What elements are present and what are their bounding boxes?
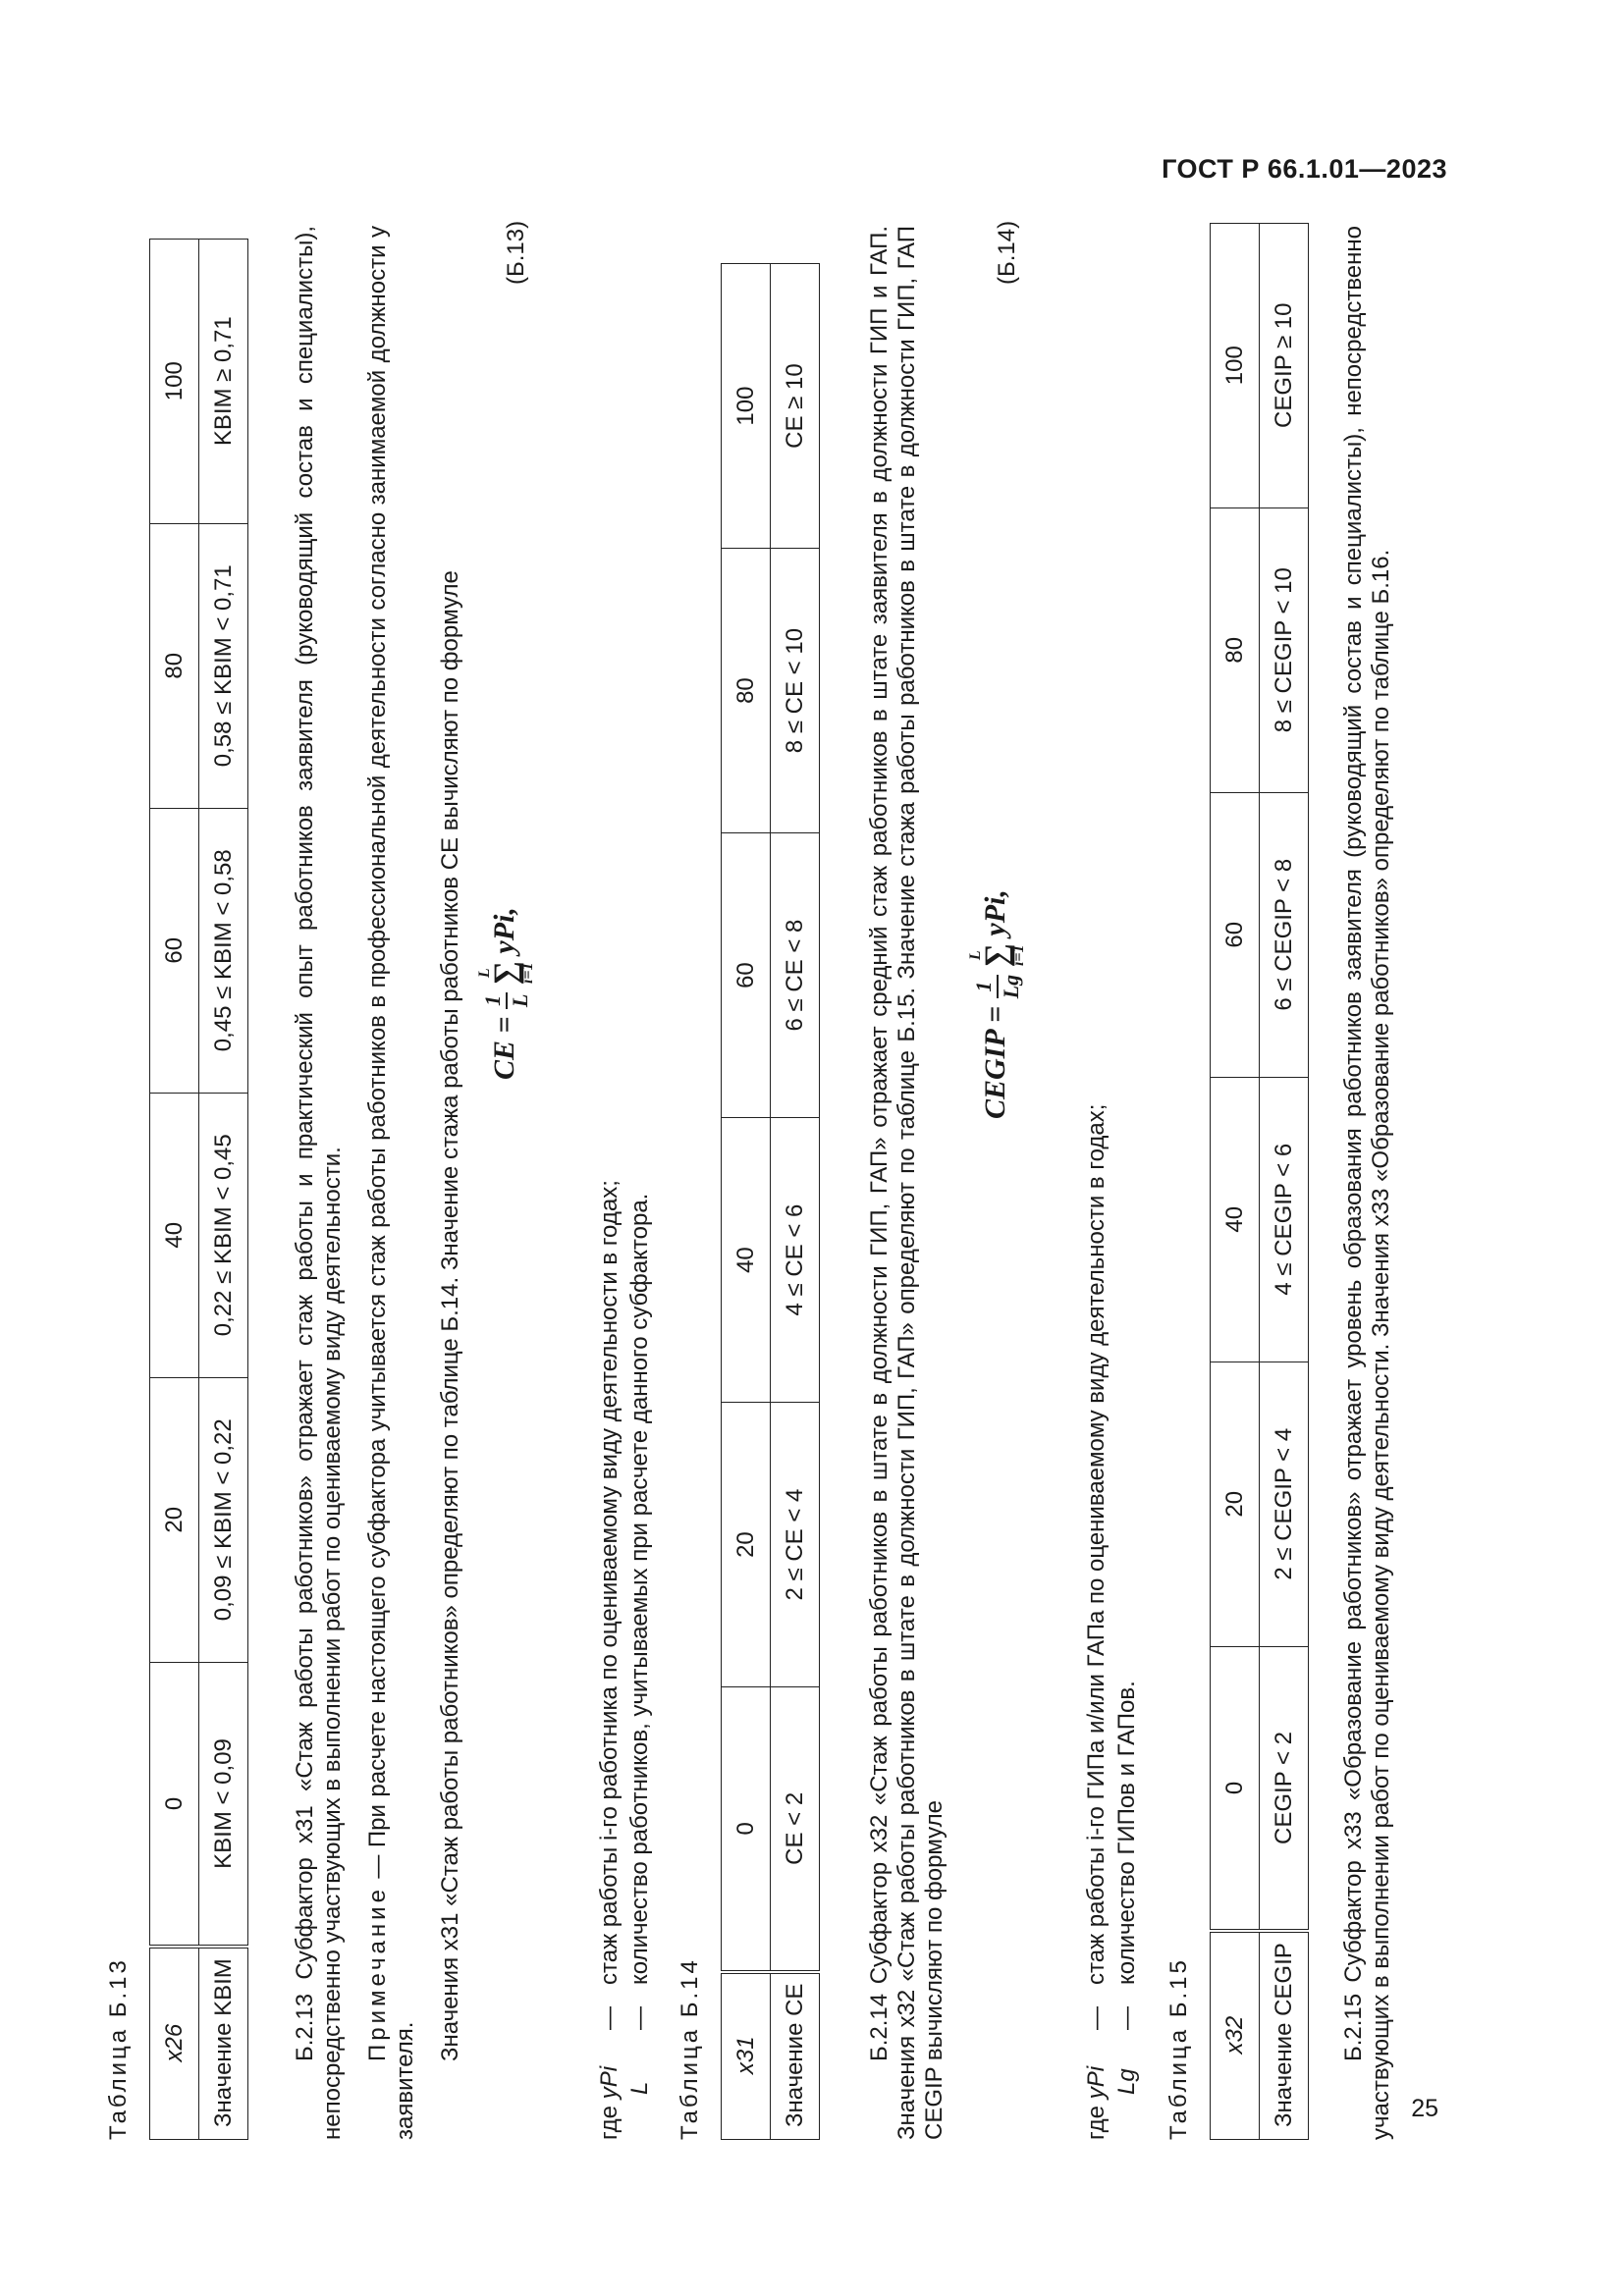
- table-header-cell: Значение CEGIP: [1260, 1931, 1309, 2139]
- table-cell: 40: [722, 1118, 771, 1403]
- definitions-b14: [1081, 1104, 1142, 2140]
- table-cell: CE ≥ 10: [771, 264, 820, 549]
- table-b13-caption: Таблица Б.13: [105, 1957, 132, 2140]
- rotated-content: [105, 88, 1401, 2140]
- table-header-cell: Значение CE: [771, 1972, 820, 2140]
- table-cell: 40: [1211, 1077, 1260, 1362]
- table-cell: 0,45 ≤ KBIM < 0,58: [199, 808, 248, 1093]
- page-number: 25: [1411, 2095, 1438, 2122]
- table-cell: 100: [150, 239, 199, 523]
- table-cell: 20: [1211, 1362, 1260, 1646]
- table-b15: [1210, 223, 1309, 2140]
- table-cell: 8 ≤ CEGIP < 10: [1260, 507, 1309, 792]
- formula-number-b14: (Б.14): [994, 220, 1020, 285]
- table-cell: CEGIP ≥ 10: [1260, 223, 1309, 507]
- definitions-b13: [594, 1180, 655, 2140]
- table-cell: 6 ≤ CE < 8: [771, 833, 820, 1118]
- note-label: Примечание: [364, 1886, 391, 2061]
- table-cell: 60: [1211, 792, 1260, 1077]
- note-text: — При расчете настоящего субфактора учитывается стаж работы работников в профессиональной деятельности согласно занимаемой должности у заявителя.: [364, 226, 418, 2140]
- paragraph-b213-values: Значения x31 «Стаж работы работников» определяют по таблице Б.14. Значение стажа работы работников CE вычисляют по формуле: [437, 570, 463, 2061]
- table-cell: 60: [722, 833, 771, 1118]
- table-cell: 100: [1211, 223, 1260, 507]
- table-row: [1211, 223, 1260, 2139]
- formula-b14: CEGIP = 1 Lg L ∑ i=1 yPi,: [967, 889, 1027, 1119]
- table-header-cell: x32: [1211, 1931, 1260, 2139]
- table-cell: 0: [1211, 1646, 1260, 1931]
- table-cell: 0: [722, 1687, 771, 1972]
- formula-number-b13: (Б.13): [503, 220, 529, 285]
- table-b13: [149, 239, 248, 2140]
- table-cell: CEGIP < 2: [1260, 1646, 1309, 1931]
- table-row: [1260, 223, 1309, 2139]
- table-cell: 0: [150, 1662, 199, 1947]
- table-cell: 60: [150, 808, 199, 1093]
- paragraph-b214: Б.2.14 Субфактор x32 «Стаж работы работников в штате в должности ГИП, ГАП» отражает средний стаж работников в штате заявителя в должности ГИП и ГАП. Значения x32 «Стаж работы работников в штате в должности ГИП, ГАП» определяют по таблице Б.15. Значение стажа работы работников в штате в должности ГИП, ГАП CEGIP вычисляют по формуле: [866, 226, 947, 2140]
- table-cell: 100: [722, 264, 771, 549]
- table-cell: 80: [1211, 507, 1260, 792]
- table-row: [722, 264, 771, 2140]
- table-b15-caption: Таблица Б.15: [1165, 1957, 1192, 2140]
- paragraph-b213: Б.2.13 Субфактор x31 «Стаж работы работников» отражает стаж работы и практический опыт работников заявителя (руководящий состав и специалисты), непосредственно участвующих в выполнении работ по оцениваемому виду деятельности.: [292, 226, 346, 2140]
- table-cell: 0,58 ≤ KBIM < 0,71: [199, 523, 248, 808]
- table-cell: 2 ≤ CE < 4: [771, 1403, 820, 1687]
- document-code: ГОСТ Р 66.1.01—2023: [1162, 154, 1447, 184]
- table-row: [150, 239, 199, 2139]
- formula-b13: CE = 1 L L ∑ i=1 yPi,: [476, 907, 536, 1080]
- table-cell: KBIM < 0,09: [199, 1662, 248, 1947]
- definition-row: где yPi — стаж работы i-го работника по оцениваемому виду деятельности в годах;: [595, 1180, 623, 2140]
- table-cell: 0,22 ≤ KBIM < 0,45: [199, 1093, 248, 1377]
- table-cell: KBIM ≥ 0,71: [199, 239, 248, 523]
- definition-row: где yPi — стаж работы i-го ГИПа и/или ГАПа по оцениваемому виду деятельности в годах;: [1082, 1103, 1110, 2140]
- table-header-cell: Значение KBIM: [199, 1947, 248, 2139]
- table-cell: 6 ≤ CEGIP < 8: [1260, 792, 1309, 1077]
- table-cell: 80: [722, 549, 771, 833]
- table-cell: 40: [150, 1093, 199, 1377]
- note-b213: [364, 226, 419, 2140]
- table-b14: [721, 263, 820, 2140]
- table-header-cell: x26: [150, 1947, 199, 2139]
- table-cell: 80: [150, 523, 199, 808]
- definition-row: Lg — количество ГИПов и ГАПов.: [1112, 1681, 1140, 2095]
- table-header-cell: x31: [722, 1972, 771, 2140]
- table-row: [771, 264, 820, 2140]
- table-cell: 4 ≤ CEGIP < 6: [1260, 1077, 1309, 1362]
- definition-row: L — количество работников, учитываемых при расчете данного субфактора.: [625, 1193, 653, 2095]
- table-cell: 4 ≤ CE < 6: [771, 1118, 820, 1403]
- table-row: [199, 239, 248, 2139]
- table-cell: 8 ≤ CE < 10: [771, 549, 820, 833]
- table-cell: 0,09 ≤ KBIM < 0,22: [199, 1377, 248, 1662]
- table-cell: 2 ≤ CEGIP < 4: [1260, 1362, 1309, 1646]
- table-cell: CE < 2: [771, 1687, 820, 1972]
- table-b14-caption: Таблица Б.14: [677, 1957, 703, 2140]
- table-cell: 20: [722, 1403, 771, 1687]
- table-cell: 20: [150, 1377, 199, 1662]
- paragraph-b215: Б.2.15 Субфактор x33 «Образование работников» отражает уровень образования работников заявителя (руководящий состав и специалисты), непосредственно участвующих в выполнении работ по оцениваемому виду деятельности. Значения x33 «Образование работников» определяют по таблице Б.16.: [1340, 226, 1394, 2140]
